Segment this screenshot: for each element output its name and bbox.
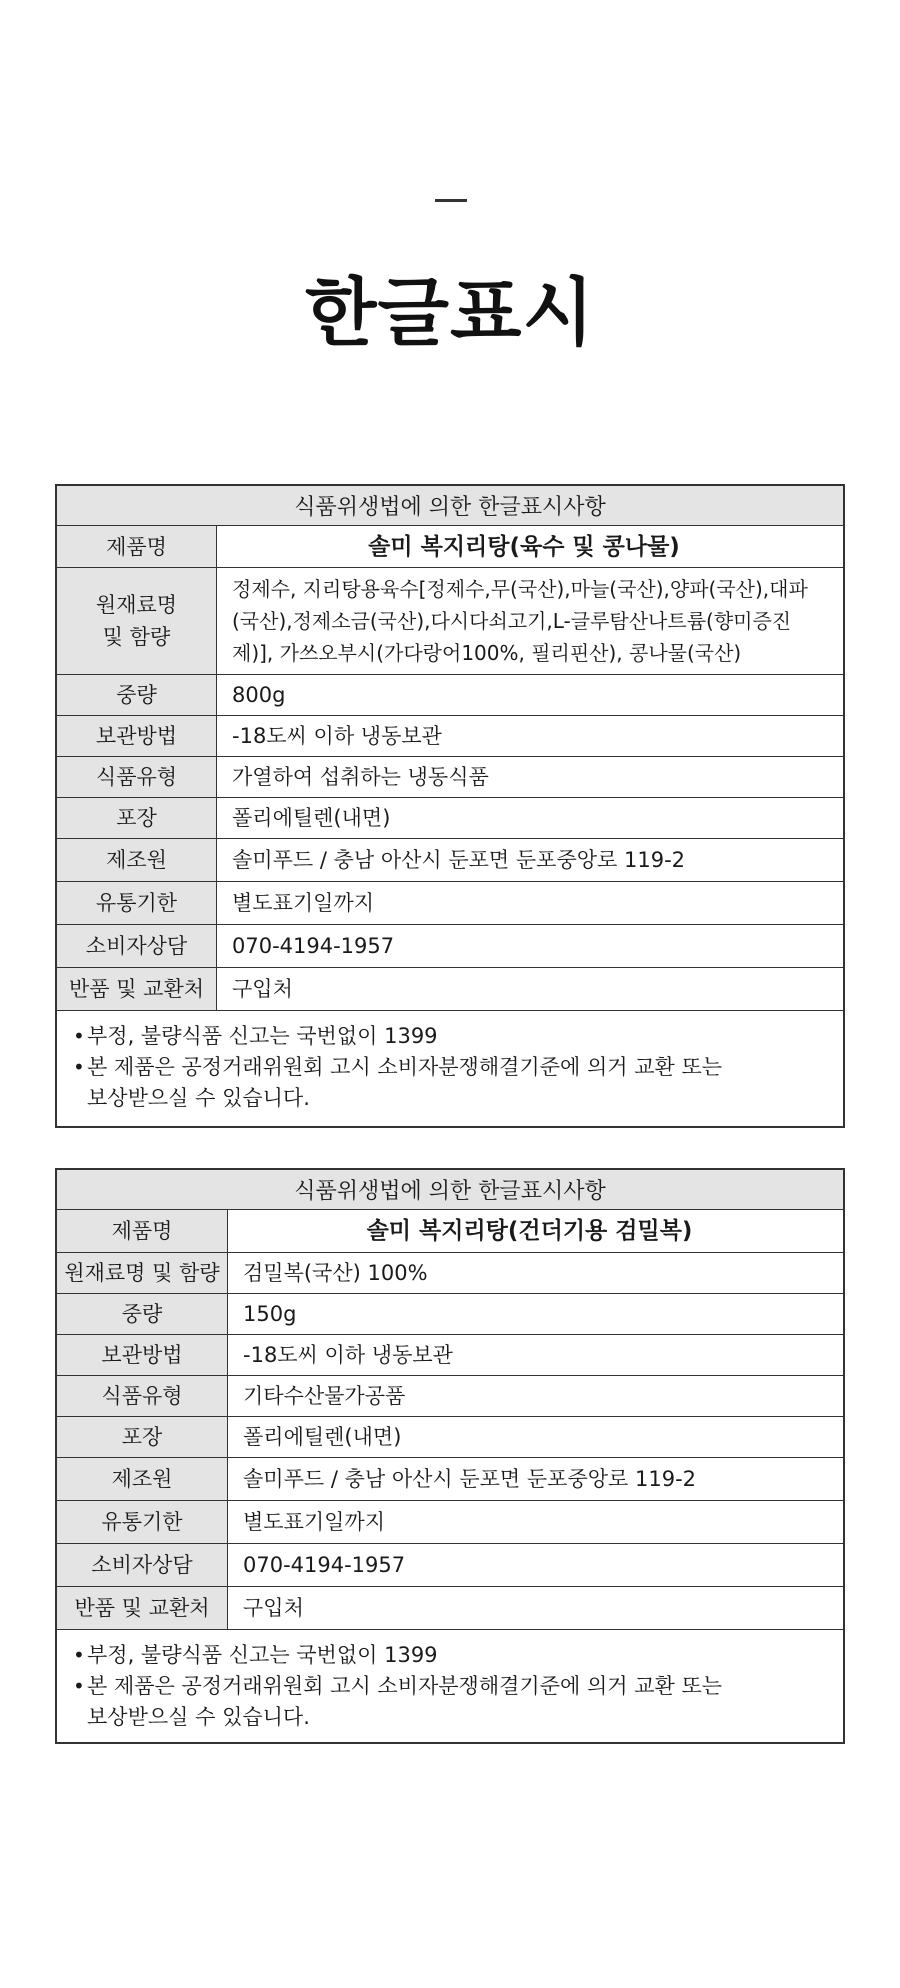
note-text: 본 제품은 공정거래위원회 고시 소비자분쟁해결기준에 의거 교환 또는 보상받으실 수 있습니다.	[87, 1674, 723, 1729]
row-label: 제조원	[57, 1458, 228, 1500]
row-ingredients	[57, 568, 843, 675]
food-type-value: 가열하여 섭취하는 냉동식품	[232, 765, 489, 789]
bullet-icon: •	[73, 1674, 85, 1698]
notes	[57, 1011, 843, 1114]
storage-value: -18도씨 이하 냉동보관	[243, 1343, 453, 1367]
title-dash-divider	[435, 199, 467, 202]
row-label: 원재료명 및 함량	[57, 568, 217, 674]
expiry-value: 별도표기일까지	[243, 1510, 386, 1534]
row-product-name	[57, 526, 843, 568]
note-text: 부정, 불량식품 신고는 국번없이 1399	[87, 1643, 438, 1667]
row-storage	[57, 716, 843, 757]
row-product-name	[57, 1210, 843, 1253]
note-text: 부정, 불량식품 신고는 국번없이 1399	[87, 1024, 438, 1048]
packaging-value: 폴리에틸렌(내면)	[243, 1425, 402, 1449]
note-text: 본 제품은 공정거래위원회 고시 소비자분쟁해결기준에 의거 교환 또는 보상받으실 수 있습니다.	[87, 1055, 723, 1110]
return-exchange-value: 구입처	[232, 977, 293, 1001]
row-packaging	[57, 798, 843, 839]
row-label: 포장	[57, 798, 217, 838]
row-label: 소비자상담	[57, 925, 217, 967]
bullet-icon: •	[73, 1643, 85, 1667]
row-label: 식품유형	[57, 1376, 228, 1416]
ingredients-value: 정제수, 지리탕용육수[정제수,무(국산),마늘(국산),양파(국산),대파(국산),정제소금(국산),다시다쇠고기,L-글루탐산나트륨(향미증진제)], 가쓰오부시(가다랑어100%, 필리핀산), 콩나물(국산)	[232, 577, 808, 665]
row-consumer-contact	[57, 925, 843, 968]
page-title: 한글표시	[305, 270, 595, 356]
storage-value: -18도씨 이하 냉동보관	[232, 724, 442, 748]
consumer-contact-value: 070-4194-1957	[232, 934, 395, 958]
row-label: 제품명	[57, 1210, 228, 1252]
packaging-value: 폴리에틸렌(내면)	[232, 806, 391, 830]
row-label: 제조원	[57, 839, 217, 881]
return-exchange-value: 구입처	[243, 1596, 304, 1620]
row-label: 보관방법	[57, 716, 217, 756]
food-label-table-fish	[55, 1168, 845, 1744]
food-label-table-broth	[55, 484, 845, 1128]
note-item	[73, 1671, 843, 1733]
row-label: 식품유형	[57, 757, 217, 797]
product-name-value: 솔미 복지리탕(건더기용 검밀복)	[366, 1218, 693, 1244]
bullet-icon: •	[73, 1055, 85, 1079]
weight-value: 800g	[232, 683, 286, 707]
row-food-type	[57, 757, 843, 798]
row-label: 유통기한	[57, 1501, 228, 1543]
row-label: 반품 및 교환처	[57, 1587, 228, 1629]
manufacturer-value: 솔미푸드 / 충남 아산시 둔포면 둔포중앙로 119-2	[232, 848, 686, 872]
row-packaging	[57, 1417, 843, 1458]
row-food-type	[57, 1376, 843, 1417]
row-manufacturer	[57, 839, 843, 882]
row-storage	[57, 1335, 843, 1376]
notes	[57, 1630, 843, 1733]
row-weight	[57, 1294, 843, 1335]
row-manufacturer	[57, 1458, 843, 1501]
note-item	[73, 1021, 843, 1052]
row-expiry	[57, 882, 843, 925]
row-label: 유통기한	[57, 882, 217, 924]
ingredients-value: 검밀복(국산) 100%	[243, 1261, 428, 1285]
product-name-value: 솔미 복지리탕(육수 및 콩나물)	[368, 533, 680, 560]
row-label: 반품 및 교환처	[57, 968, 217, 1010]
table-header: 식품위생법에 의한 한글표시사항	[57, 486, 843, 526]
table-header: 식품위생법에 의한 한글표시사항	[57, 1170, 843, 1210]
bullet-icon: •	[73, 1024, 85, 1048]
row-ingredients	[57, 1253, 843, 1294]
row-label: 포장	[57, 1417, 228, 1457]
row-label: 보관방법	[57, 1335, 228, 1375]
note-item	[73, 1640, 843, 1671]
row-label: 제품명	[57, 526, 217, 567]
manufacturer-value: 솔미푸드 / 충남 아산시 둔포면 둔포중앙로 119-2	[243, 1467, 697, 1491]
row-return-exchange	[57, 1587, 843, 1630]
note-item	[73, 1052, 843, 1114]
food-type-value: 기타수산물가공품	[243, 1384, 406, 1408]
row-weight	[57, 675, 843, 716]
row-label: 중량	[57, 675, 217, 715]
consumer-contact-value: 070-4194-1957	[243, 1553, 406, 1577]
row-label: 중량	[57, 1294, 228, 1334]
row-expiry	[57, 1501, 843, 1544]
weight-value: 150g	[243, 1302, 297, 1326]
row-return-exchange	[57, 968, 843, 1011]
expiry-value: 별도표기일까지	[232, 891, 375, 915]
row-consumer-contact	[57, 1544, 843, 1587]
row-label: 소비자상담	[57, 1544, 228, 1586]
row-label: 원재료명 및 함량	[57, 1253, 228, 1293]
